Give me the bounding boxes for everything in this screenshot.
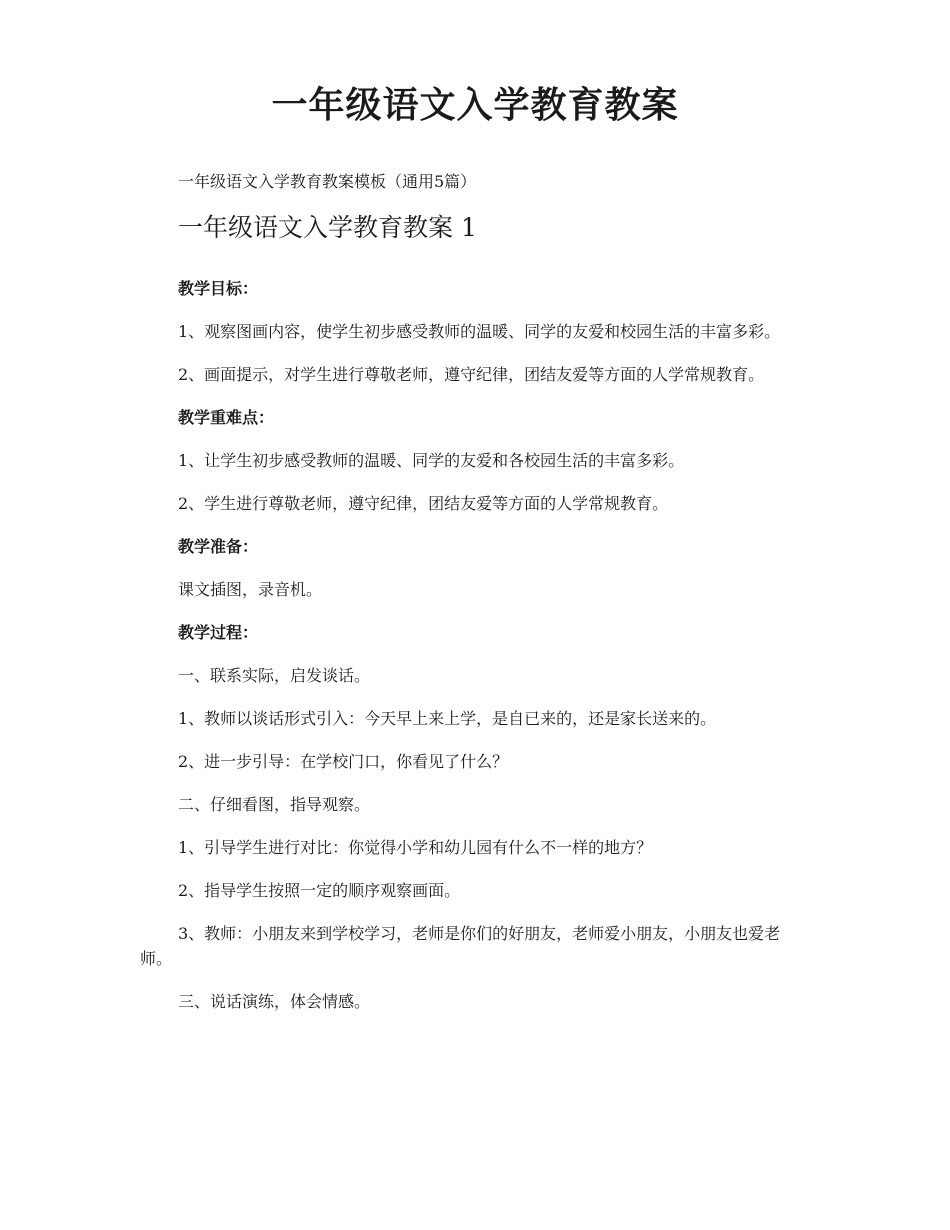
paragraph: 1、观察图画内容，使学生初步感受教师的温暖、同学的友爱和校园生活的丰富多彩。 xyxy=(178,322,781,341)
label-key-difficulties: 教学重难点： xyxy=(178,408,275,427)
paragraph: 2、画面提示，对学生进行尊敬老师，遵守纪律，团结友爱等方面的人学常规教育。 xyxy=(178,365,765,384)
paragraph: 3、教师：小朋友来到学校学习，老师是你们的好朋友，老师爱小朋友，小朋友也爱老师。 xyxy=(140,924,781,968)
paragraph: 1、引导学生进行对比：你觉得小学和幼儿园有什么不一样的地方？ xyxy=(178,838,653,857)
paragraph: 1、让学生初步感受教师的温暖、同学的友爱和各校园生活的丰富多彩。 xyxy=(178,451,685,470)
paragraph: 1、教师以谈话形式引入：今天早上来上学，是自已来的，还是家长送来的。 xyxy=(178,709,717,728)
document-subtitle: 一年级语文入学教育教案模板（通用5篇） xyxy=(178,172,477,191)
document-body xyxy=(140,276,805,1032)
document-title: 一年级语文入学教育教案 xyxy=(271,84,679,126)
paragraph: 二、仔细看图，指导观察。 xyxy=(178,795,371,814)
paragraph: 2、指导学生按照一定的顺序观察画面。 xyxy=(178,881,461,900)
label-process: 教学过程： xyxy=(178,623,259,642)
paragraph: 2、学生进行尊敬老师，遵守纪律，团结友爱等方面的人学常规教育。 xyxy=(178,494,669,513)
paragraph: 2、进一步引导：在学校门口，你看见了什么？ xyxy=(178,752,509,771)
section-heading: 一年级语文入学教育教案 1 xyxy=(178,213,477,242)
paragraph: 三、说话演练，体会情感。 xyxy=(178,992,371,1011)
paragraph: 一、联系实际，启发谈话。 xyxy=(178,666,371,685)
label-preparation: 教学准备： xyxy=(178,537,259,556)
paragraph: 课文插图，录音机。 xyxy=(178,580,323,599)
label-teaching-goals: 教学目标： xyxy=(178,279,259,298)
